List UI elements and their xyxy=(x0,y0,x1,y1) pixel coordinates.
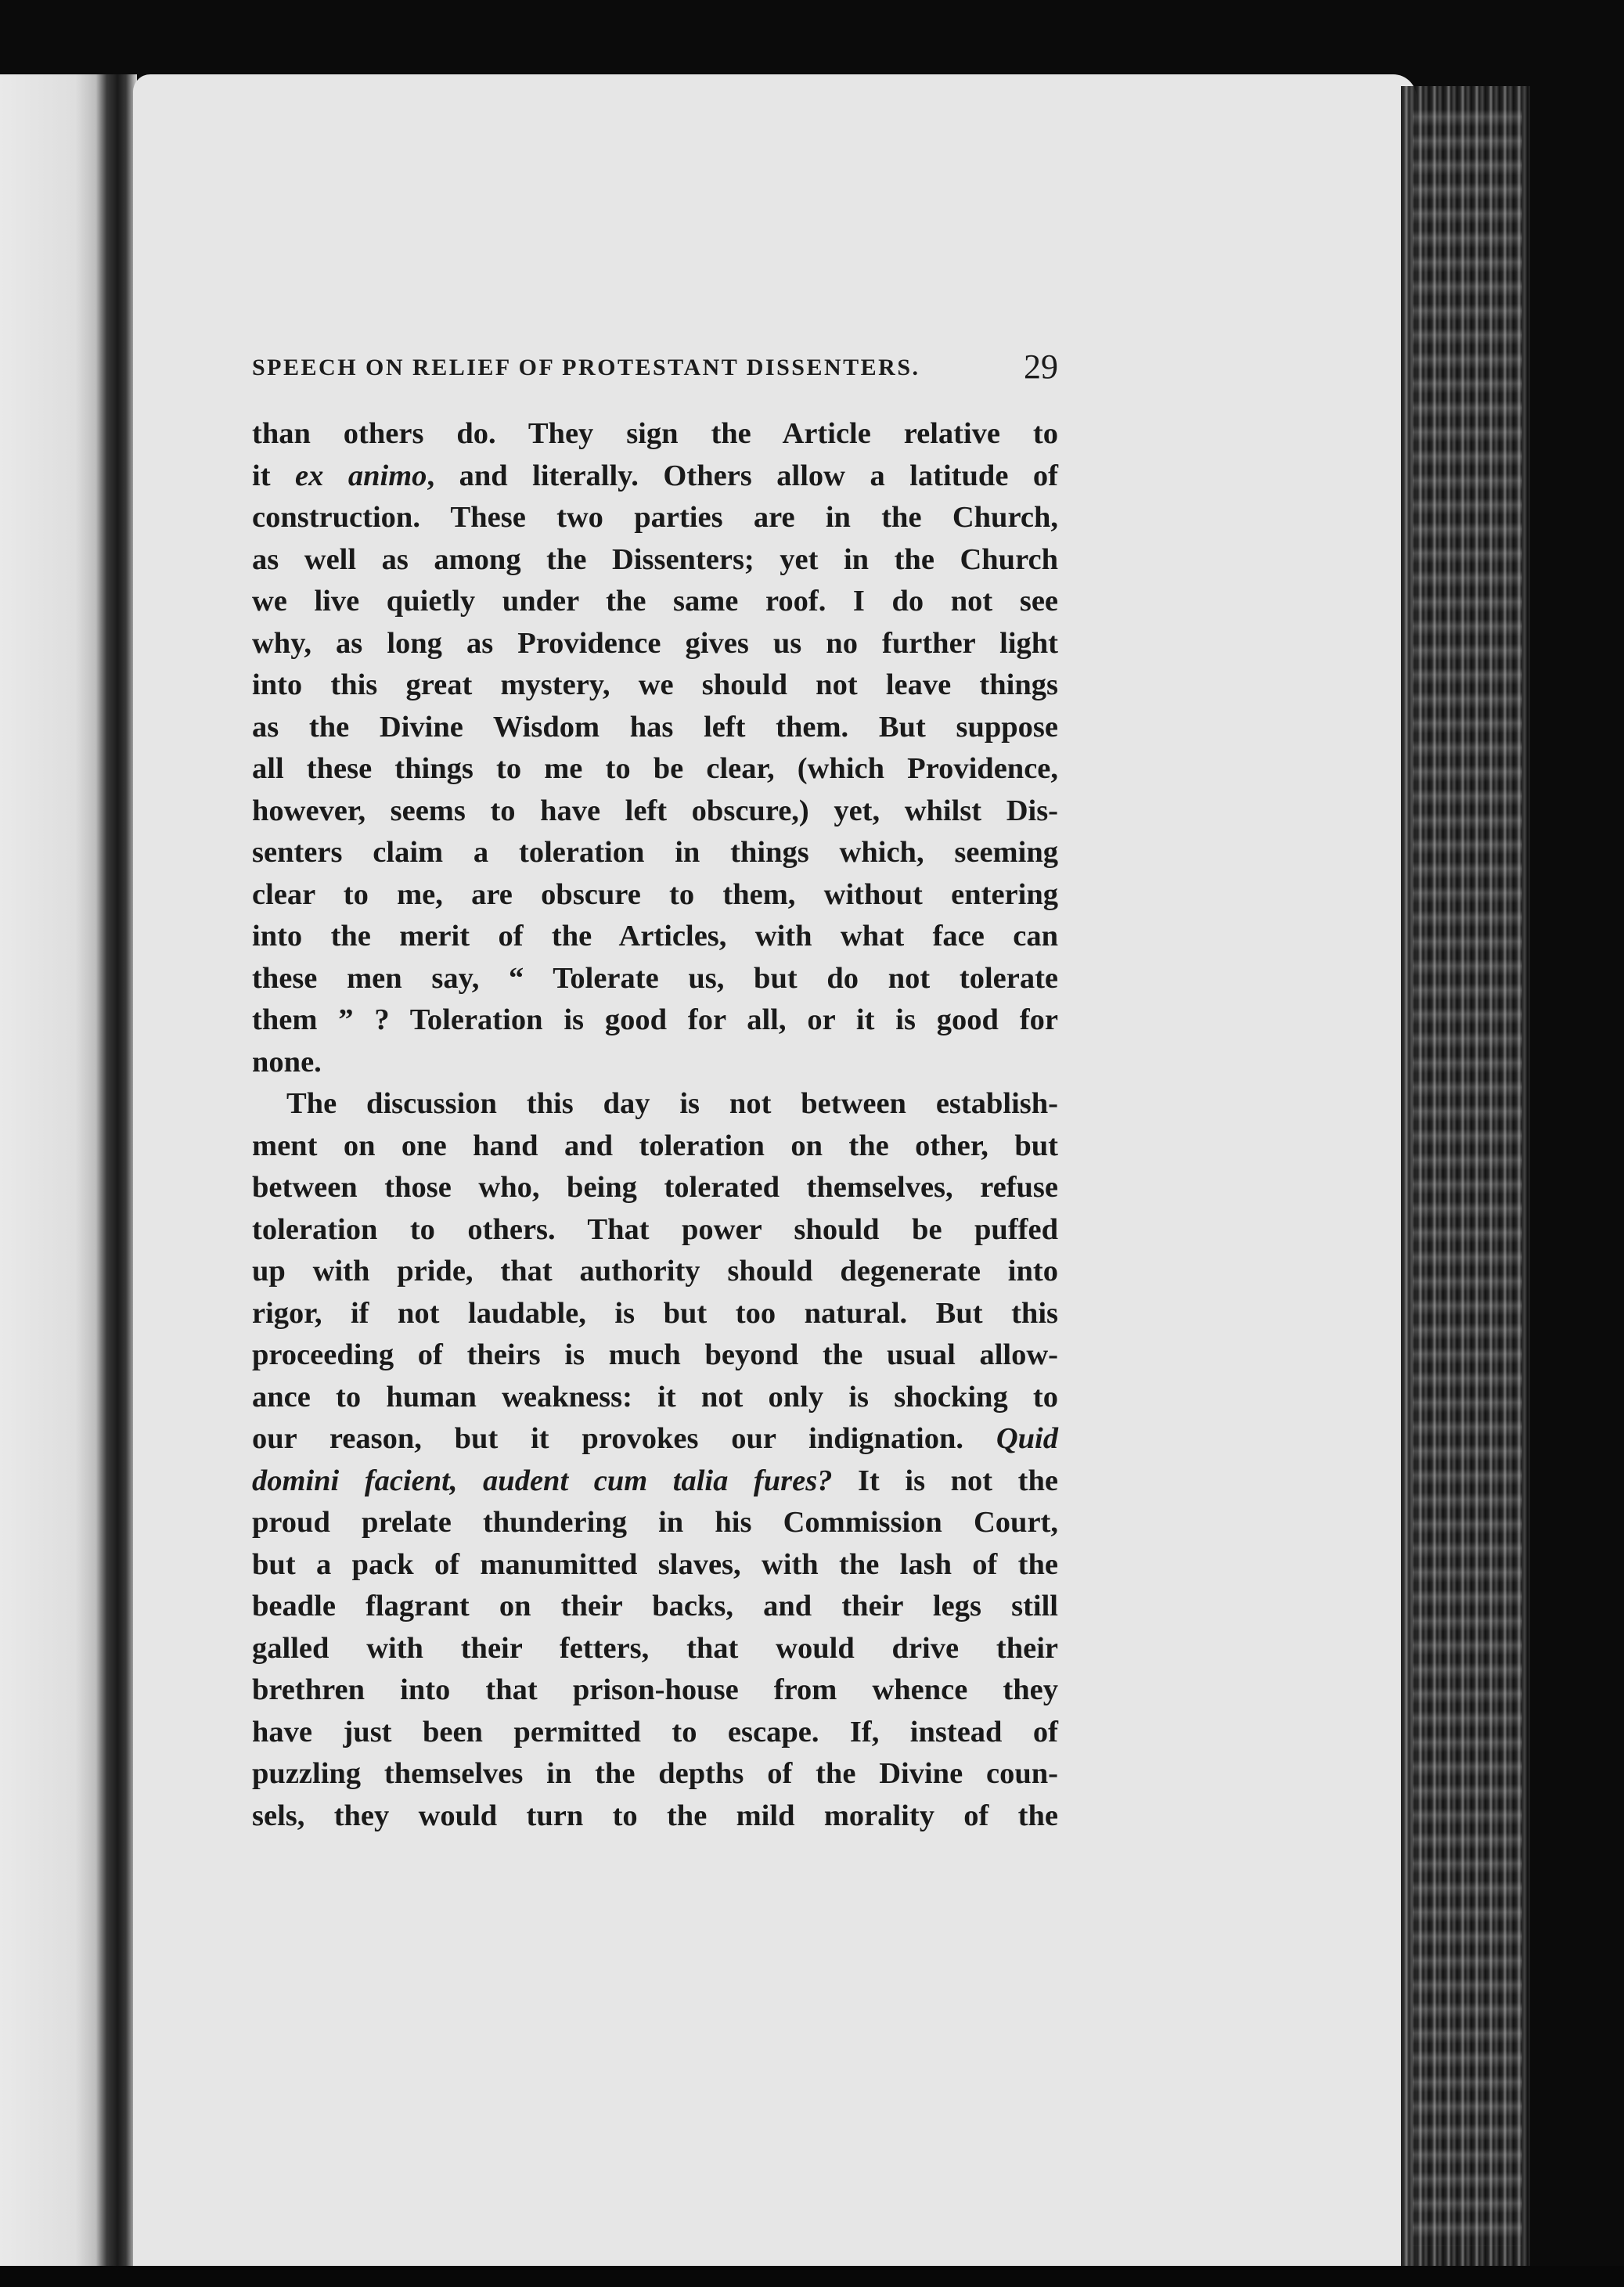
text-line: have just been permitted to escape. If, instead of xyxy=(252,1715,1058,1749)
text-line: all these things to me to be clear, (which Providence, xyxy=(252,752,1058,785)
text-line: sels, they would turn to the mild morality of the xyxy=(252,1799,1058,1832)
text-line: ance to human weakness: it not only is shocking to xyxy=(252,1380,1058,1414)
text-line: beadle flagrant on their backs, and their legs still xyxy=(252,1590,1058,1623)
text-line: up with pride, that authority should degenerate into xyxy=(252,1255,1058,1288)
text-line: as the Divine Wisdom has left them. But suppose xyxy=(252,710,1058,744)
latin-phrase: domini facient, audent cum talia fures? xyxy=(252,1464,833,1497)
text-line: as well as among the Dissenters; yet in the Church xyxy=(252,542,1058,576)
book-gutter xyxy=(0,74,137,2266)
text-line: puzzling themselves in the depths of the Divine coun- xyxy=(252,1757,1058,1790)
text-line: rigor, if not laudable, is but too natural. But this xyxy=(252,1296,1058,1330)
text-line: our reason, but it provokes our indignation. Quid xyxy=(252,1422,1058,1455)
text-line: we live quietly under the same roof. I do not see xyxy=(252,585,1058,618)
text-line: proud prelate thundering in his Commission Court, xyxy=(252,1506,1058,1539)
text-line: them ” ? Toleration is good for all, or it is good for xyxy=(252,1003,1058,1036)
page-number: 29 xyxy=(1024,348,1058,386)
text-line: these men say, “ Tolerate us, but do not tolerate xyxy=(252,961,1058,995)
running-head: SPEECH ON RELIEF OF PROTESTANT DISSENTERS. xyxy=(252,355,920,380)
text-line: between those who, being tolerated themselves, refuse xyxy=(252,1171,1058,1204)
text-line: proceeding of theirs is much beyond the usual allow- xyxy=(252,1338,1058,1371)
text-line: however, seems to have left obscure,) yet, whilst Dis- xyxy=(252,794,1058,827)
text-line: none. xyxy=(252,1045,322,1079)
text-line: into the merit of the Articles, with what face can xyxy=(252,920,1058,953)
text-line: galled with their fetters, that would drive their xyxy=(252,1631,1058,1665)
text-line: brethren into that prison-house from whence they xyxy=(252,1673,1058,1706)
latin-phrase: ex animo xyxy=(295,459,427,492)
text-line: domini facient, audent cum talia fures? It is not the xyxy=(252,1464,1059,1497)
body-text xyxy=(252,413,1058,1837)
text-line: it ex animo, and literally. Others allow a latitude of xyxy=(252,459,1058,492)
text-line: toleration to others. That power should be puffed xyxy=(252,1212,1058,1246)
text-line: The discussion this day is not between establish- xyxy=(286,1087,1058,1120)
text-line: ment on one hand and toleration on the other, but xyxy=(252,1129,1058,1162)
latin-phrase: Quid xyxy=(996,1422,1058,1455)
text-line: why, as long as Providence gives us no further light xyxy=(252,626,1058,660)
text-line: but a pack of manumitted slaves, with the lash of the xyxy=(252,1547,1058,1581)
text-line: construction. These two parties are in the Church, xyxy=(252,501,1058,534)
text-line: into this great mystery, we should not leave things xyxy=(252,668,1058,701)
scan-border xyxy=(0,2266,1624,2287)
text-line: senters claim a toleration in things which, seeming xyxy=(252,836,1058,869)
page-fore-edge-texture xyxy=(1413,110,1522,2246)
text-line: clear to me, are obscure to them, without entering xyxy=(252,877,1058,911)
page-header xyxy=(252,347,1058,394)
text-line: than others do. They sign the Article relative to xyxy=(252,417,1058,450)
